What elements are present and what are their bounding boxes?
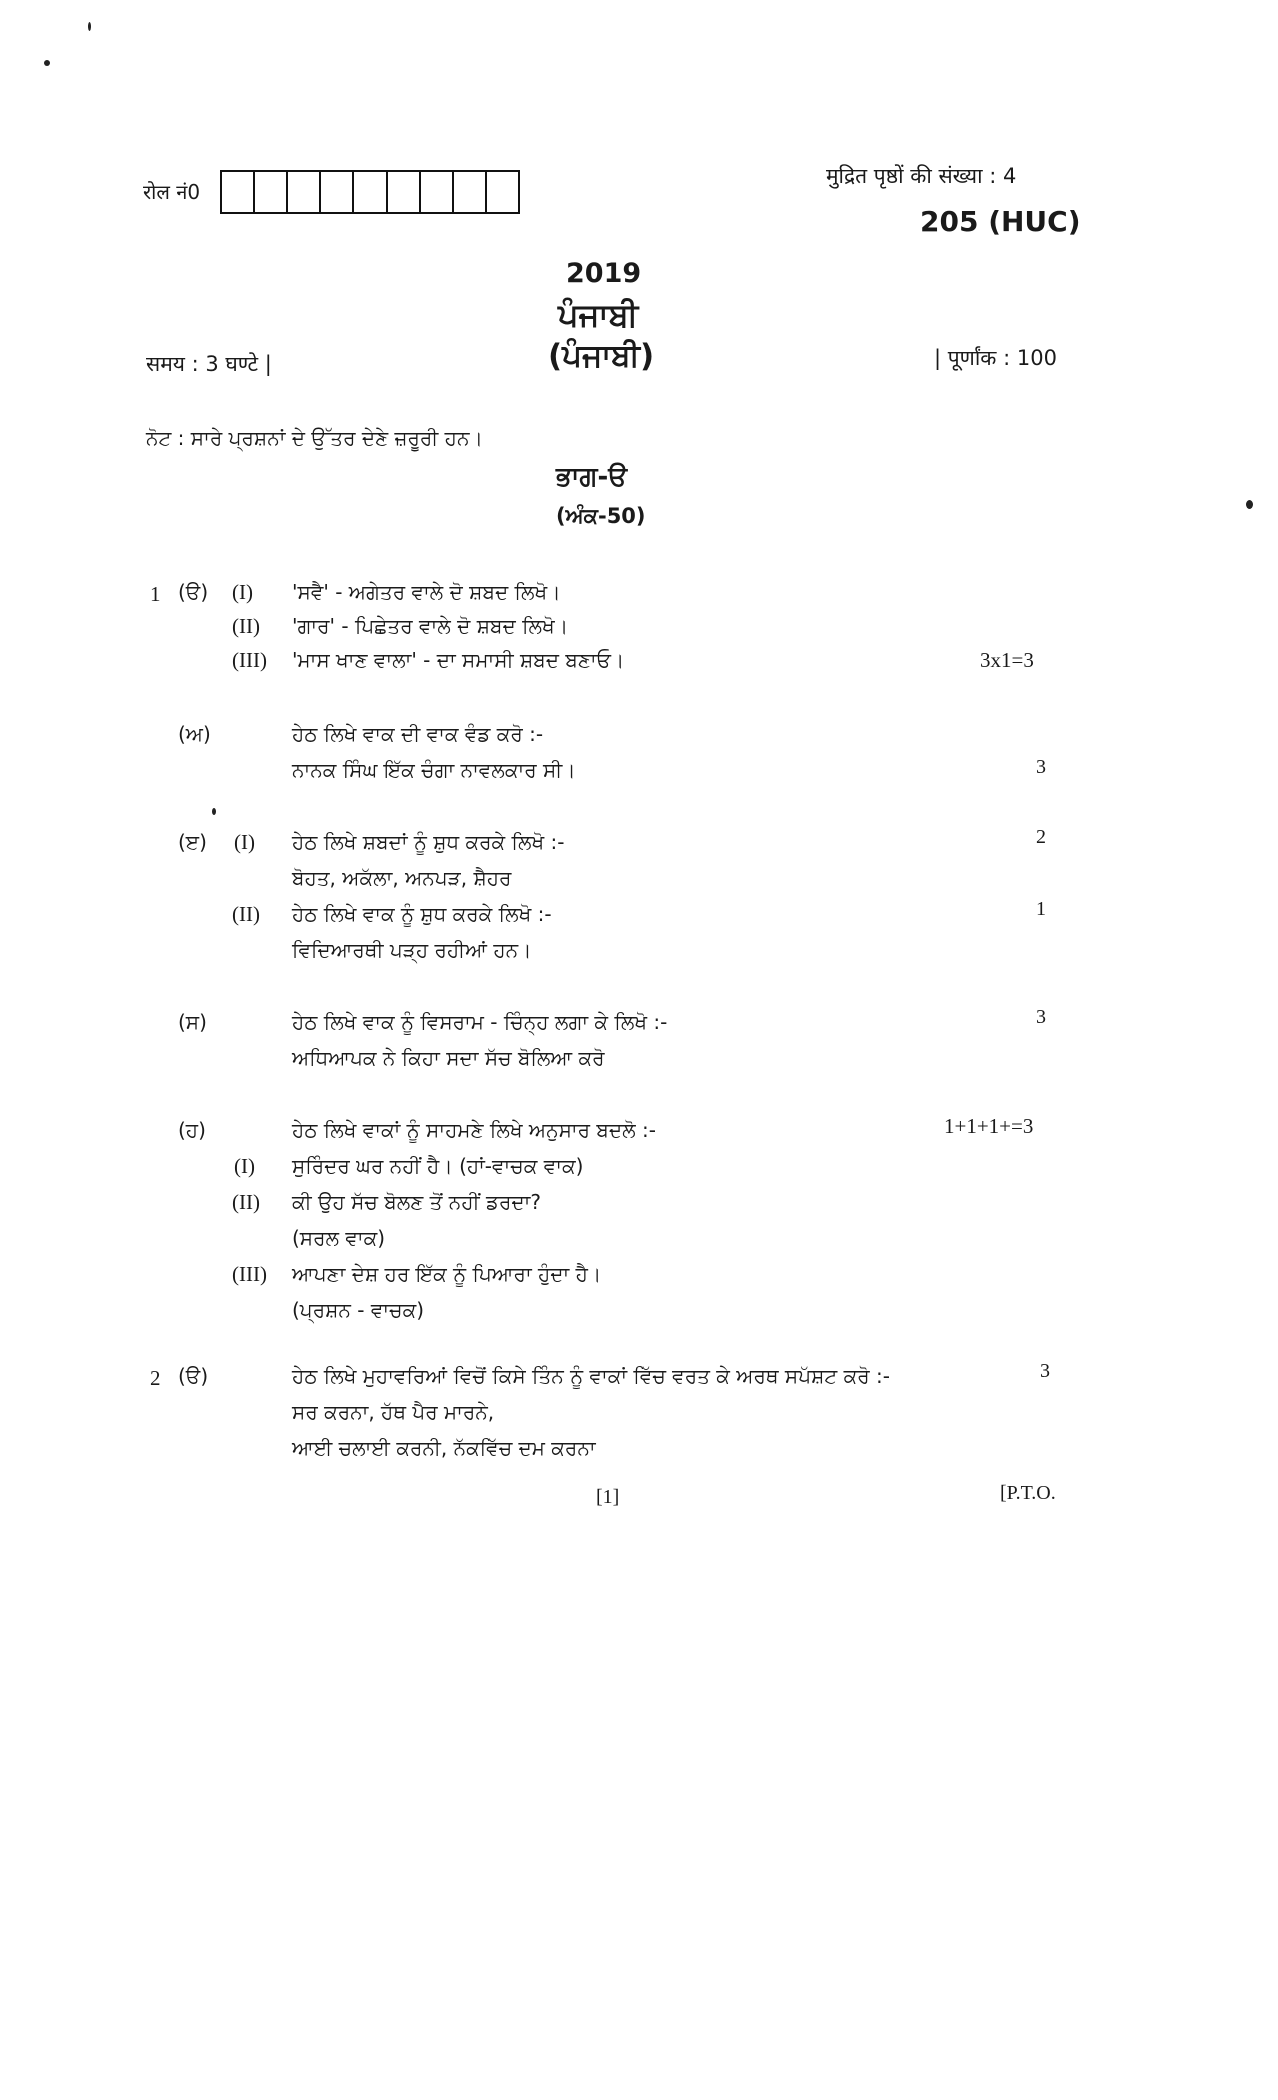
subject-title: ਪੰਜਾਬੀ bbox=[558, 296, 639, 334]
marks: 3 bbox=[1036, 1006, 1046, 1028]
question-text: 'ਗਾਰ' - ਪਿਛੇਤਰ ਵਾਲੇ ਦੋ ਸ਼ਬਦ ਲਿਖੋ। bbox=[292, 614, 569, 638]
idioms-list: ਸਰ ਕਰਨਾ, ਹੱਥ ਪੈਰ ਮਾਰਨੇ, bbox=[292, 1400, 495, 1424]
marks: 1+1+1+=3 bbox=[944, 1114, 1034, 1138]
subpart-number: (II) bbox=[232, 902, 260, 926]
roll-cell[interactable] bbox=[321, 172, 354, 212]
scan-speck bbox=[88, 22, 91, 31]
paper-code: 205 (HUC) bbox=[920, 205, 1081, 238]
printed-pages-count: मुद्रित पृष्ठों की संख्या : 4 bbox=[826, 164, 1017, 188]
subject-subtitle: (ਪੰਜਾਬੀ) bbox=[548, 338, 655, 374]
marks: 1 bbox=[1036, 898, 1046, 920]
roll-cell[interactable] bbox=[454, 172, 487, 212]
question-number: 2 bbox=[150, 1366, 161, 1390]
question-part-label: (ਹ) bbox=[178, 1118, 206, 1142]
question-text: ਹੇਠ ਲਿਖੇ ਵਾਕ ਦੀ ਵਾਕ ਵੰਡ ਕਰੋ :- bbox=[292, 722, 544, 746]
instruction-note: ਨੋਟ : ਸਾਰੇ ਪ੍ਰਸ਼ਨਾਂ ਦੇ ਉੱਤਰ ਦੇਣੇ ਜ਼ਰੂਰੀ ਹਨ। bbox=[146, 426, 483, 450]
please-turn-over: [P.T.O. bbox=[1000, 1482, 1056, 1504]
roll-cell[interactable] bbox=[487, 172, 518, 212]
scan-speck bbox=[1246, 500, 1253, 509]
question-sentence: ਸੁਰਿੰਦਰ ਘਰ ਨਹੀਂ ਹੈ। (ਹਾਂ-ਵਾਚਕ ਵਾਕ) bbox=[292, 1154, 584, 1178]
question-sentence: ਵਿਦਿਆਰਥੀ ਪੜ੍ਹ ਰਹੀਆਂ ਹਨ। bbox=[292, 938, 532, 962]
question-part-label: (ਸ) bbox=[178, 1010, 207, 1034]
subpart-number: (I) bbox=[234, 1154, 255, 1178]
question-sentence: ਨਾਨਕ ਸਿੰਘ ਇੱਕ ਚੰਗਾ ਨਾਵਲਕਾਰ ਸੀ। bbox=[292, 758, 576, 782]
roll-cell[interactable] bbox=[222, 172, 255, 212]
marks: 3x1=3 bbox=[980, 648, 1034, 672]
question-text: ਹੇਠ ਲਿਖੇ ਮੁਹਾਵਰਿਆਂ ਵਿਚੋਂ ਕਿਸੇ ਤਿੰਨ ਨੂੰ ਵਾਕਾਂ ਵਿੱਚ ਵਰਤ ਕੇ ਅਰਥ ਸਪੱਸ਼ਟ ਕਰੋ :- bbox=[292, 1364, 890, 1388]
marks: 3 bbox=[1036, 756, 1046, 778]
question-part-label: (ੳ) bbox=[178, 1364, 209, 1388]
scan-speck bbox=[44, 60, 50, 66]
question-part-label: (ੲ) bbox=[178, 830, 207, 854]
subpart-number: (III) bbox=[232, 648, 267, 672]
question-part-label: (ੳ) bbox=[178, 580, 209, 604]
roll-cell[interactable] bbox=[388, 172, 421, 212]
subpart-number: (III) bbox=[232, 1262, 267, 1286]
question-text: ਹੇਠ ਲਿਖੇ ਵਾਕ ਨੂੰ ਸ਼ੁਧ ਕਰਕੇ ਲਿਖੋ :- bbox=[292, 902, 552, 926]
question-sentence: ਆਪਣਾ ਦੇਸ਼ ਹਰ ਇੱਕ ਨੂੰ ਪਿਆਰਾ ਹੁੰਦਾ ਹੈ। bbox=[292, 1262, 602, 1286]
question-text: ਹੇਠ ਲਿਖੇ ਵਾਕ ਨੂੰ ਵਿਸਰਾਮ - ਚਿੰਨ੍ਹ ਲਗਾ ਕੇ ਲਿਖੋ :- bbox=[292, 1010, 668, 1034]
sentence-type: (ਪ੍ਰਸ਼ਨ - ਵਾਚਕ) bbox=[292, 1298, 425, 1322]
roll-cell[interactable] bbox=[421, 172, 454, 212]
question-text: ਹੇਠ ਲਿਖੇ ਸ਼ਬਦਾਂ ਨੂੰ ਸ਼ੁਧ ਕਰਕੇ ਲਿਖੋ :- bbox=[292, 830, 565, 854]
question-words: ਬੋਹਤ, ਅਕੱਲਾ, ਅਨਪੜ, ਸ਼ੈਹਰ bbox=[292, 866, 512, 890]
subpart-number: (I) bbox=[232, 580, 253, 604]
question-sentence: ਕੀ ਉਹ ਸੱਚ ਬੋਲਣ ਤੋਂ ਨਹੀਂ ਡਰਦਾ? bbox=[292, 1190, 541, 1214]
question-text: 'ਮਾਸ ਖਾਣ ਵਾਲਾ' - ਦਾ ਸਮਾਸੀ ਸ਼ਬਦ ਬਣਾਓ। bbox=[292, 648, 625, 672]
question-number: 1 bbox=[150, 582, 161, 606]
roll-number-boxes[interactable] bbox=[220, 170, 520, 214]
exam-time: समय : 3 घण्टे | bbox=[146, 352, 272, 376]
section-title: ਭਾਗ-ੳ bbox=[556, 462, 628, 492]
roll-cell[interactable] bbox=[354, 172, 387, 212]
scan-speck bbox=[212, 808, 216, 815]
sentence-type: (ਸਰਲ ਵਾਕ) bbox=[292, 1226, 386, 1250]
section-marks: (ਅੰਕ-50) bbox=[556, 504, 646, 528]
subpart-number: (II) bbox=[232, 614, 260, 638]
exam-year: 2019 bbox=[566, 258, 642, 289]
page-number: [1] bbox=[596, 1486, 620, 1508]
question-text: 'ਸਵੈ' - ਅਗੇਤਰ ਵਾਲੇ ਦੋ ਸ਼ਬਦ ਲਿਖੋ। bbox=[292, 580, 561, 604]
subpart-number: (II) bbox=[232, 1190, 260, 1214]
idioms-list: ਆਈ ਚਲਾਈ ਕਰਨੀ, ਨੱਕਵਿੱਚ ਦਮ ਕਰਨਾ bbox=[292, 1436, 596, 1460]
question-part-label: (ਅ) bbox=[178, 722, 211, 746]
marks: 2 bbox=[1036, 826, 1046, 848]
roll-number-label: रोल नं0 bbox=[143, 180, 201, 204]
roll-cell[interactable] bbox=[288, 172, 321, 212]
max-marks: | पूर्णांक : 100 bbox=[934, 346, 1057, 370]
roll-cell[interactable] bbox=[255, 172, 288, 212]
subpart-number: (I) bbox=[234, 830, 255, 854]
question-text: ਹੇਠ ਲਿਖੇ ਵਾਕਾਂ ਨੂੰ ਸਾਹਮਣੇ ਲਿਖੇ ਅਨੁਸਾਰ ਬਦਲੋ :- bbox=[292, 1118, 656, 1142]
question-sentence: ਅਧਿਆਪਕ ਨੇ ਕਿਹਾ ਸਦਾ ਸੱਚ ਬੋਲਿਆ ਕਰੋ bbox=[292, 1046, 605, 1070]
marks: 3 bbox=[1040, 1360, 1050, 1382]
